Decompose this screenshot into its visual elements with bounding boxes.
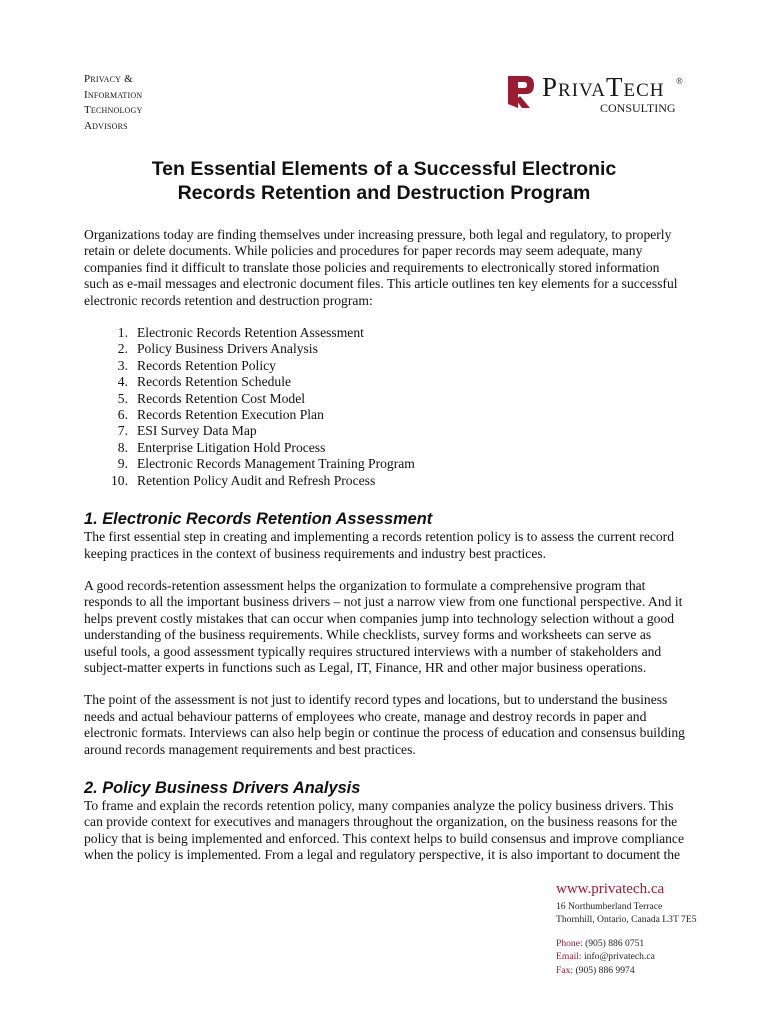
- address-line: Thornhill, Ontario, Canada L3T 7E5: [556, 914, 697, 926]
- list-item: [84, 341, 694, 357]
- list-number: 1.: [117, 325, 128, 341]
- list-number: 5.: [117, 390, 128, 406]
- list-item-text: Records Retention Schedule: [137, 374, 292, 390]
- privatech-logo: [504, 70, 704, 120]
- email-label: Email:: [556, 951, 582, 963]
- text-line: policy that is being implemented and enforced. This context helps to build consensus and improve compliance: [84, 830, 684, 846]
- org-line: Advisors: [84, 119, 128, 132]
- list-number: 10.: [111, 472, 128, 488]
- text-line: The first essential step in creating and implementing a records retention policy is to assess the current record: [84, 529, 675, 545]
- section-paragraph: [84, 798, 694, 864]
- list-item-text: Records Retention Execution Plan: [137, 407, 324, 423]
- list-item: [84, 440, 694, 456]
- website-link[interactable]: www.privatech.ca: [556, 881, 665, 897]
- phone-line: [556, 937, 697, 950]
- text-line: retain or delete documents. While policies and procedures for paper records may seem adequate, many: [84, 243, 643, 259]
- org-line: Information: [84, 88, 143, 101]
- list-item-text: Retention Policy Audit and Refresh Process: [137, 472, 376, 488]
- section-heading-drivers: 2. Policy Business Drivers Analysis: [84, 778, 361, 797]
- phone-number: (905) 886 0751: [585, 937, 645, 949]
- list-item: [84, 374, 694, 390]
- text-line: responds to all the important business drivers – not just a narrow view from one functional perspective. And it: [84, 594, 683, 610]
- list-item: [84, 423, 694, 439]
- list-item-text: Enterprise Litigation Hold Process: [137, 439, 326, 455]
- list-item-text: ESI Survey Data Map: [137, 423, 257, 439]
- elements-list: [84, 325, 694, 489]
- list-item-text: Electronic Records Retention Assessment: [137, 325, 364, 341]
- list-item: [84, 456, 694, 472]
- list-item-text: Policy Business Drivers Analysis: [137, 341, 318, 357]
- text-line: companies find it difficult to translate those policies and requirements to electronically stored information: [84, 259, 660, 275]
- fax-number: (905) 886 9974: [575, 964, 635, 976]
- registered-mark: ®: [676, 76, 683, 86]
- section-paragraph: [84, 692, 694, 758]
- text-line: A good records-retention assessment helps the organization to formulate a comprehensive program that: [84, 577, 646, 593]
- text-line: useful tools, a good assessment typically requires structured interviews with a number of stakeholders and: [84, 643, 662, 659]
- text-line: keeping practices in the context of business requirements and industry best practices.: [84, 545, 547, 561]
- logo-subtitle: CONSULTING: [600, 101, 676, 115]
- list-item-text: Records Retention Policy: [137, 357, 276, 373]
- fax-label: Fax:: [556, 964, 574, 976]
- document-title: [0, 157, 768, 205]
- section-paragraph: [84, 529, 694, 562]
- phone-label: Phone:: [556, 937, 583, 949]
- list-item-text: Electronic Records Management Training Program: [137, 456, 415, 472]
- list-number: 6.: [117, 407, 128, 423]
- list-number: 9.: [117, 456, 128, 472]
- list-number: 7.: [117, 423, 128, 439]
- text-line: subject-matter experts in functions such as Legal, IT, Finance, HR and other major business operations.: [84, 659, 647, 675]
- org-line: Privacy &: [84, 73, 133, 85]
- email-address[interactable]: info@privatech.ca: [583, 951, 655, 963]
- logo-mark-icon: [504, 74, 536, 110]
- list-number: 2.: [117, 341, 128, 357]
- list-number: 3.: [117, 357, 128, 373]
- address-line: 16 Northumberland Terrace: [556, 901, 663, 912]
- text-line: such as e-mail messages and electronic document files. This article outlines ten key elements for a successful: [84, 276, 678, 292]
- logo-wordmark: PrivaTech: [542, 72, 665, 102]
- organization-name: [84, 72, 143, 134]
- document-body: [84, 227, 694, 880]
- list-number: 8.: [117, 439, 128, 455]
- text-line: electronic formats. Interviews can also help begin or continue the process of education and consensus building: [84, 725, 685, 741]
- text-line: needs and actual behaviour patterns of employees who create, manage and destroy records in paper and: [84, 708, 647, 724]
- list-item: [84, 391, 694, 407]
- text-line: when the policy is implemented. From a legal and regulatory perspective, it is also important to document the: [84, 847, 681, 863]
- list-item: [84, 325, 694, 341]
- list-item-text: Records Retention Cost Model: [137, 390, 306, 406]
- text-line: electronic records retention and destruction program:: [84, 292, 373, 308]
- list-item: [84, 407, 694, 423]
- section-paragraph: [84, 578, 694, 676]
- list-item: [84, 473, 694, 489]
- list-item: [84, 358, 694, 374]
- text-line: can provide context for executives and managers throughout the organization, on the business reasons for the: [84, 814, 678, 830]
- text-line: To frame and explain the records retention policy, many companies analyze the policy business drivers. This: [84, 797, 674, 813]
- contact-footer: [556, 880, 697, 977]
- intro-paragraph: [84, 227, 694, 309]
- section-heading-assessment: 1. Electronic Records Retention Assessment: [84, 510, 433, 529]
- fax-line: [556, 964, 697, 977]
- text-line: around records management requirements and best practices.: [84, 741, 416, 757]
- text-line: helps prevent costly mistakes that can occur when companies jump into technology selection without a good: [84, 610, 675, 626]
- text-line: The point of the assessment is not just to identify record types and locations, but to understand the business: [84, 692, 668, 708]
- text-line: Organizations today are finding themselves under increasing pressure, both legal and regulatory, to properly: [84, 227, 672, 242]
- title-line: Records Retention and Destruction Program: [177, 182, 591, 204]
- email-line: [556, 950, 697, 963]
- list-number: 4.: [117, 374, 128, 390]
- org-line: Technology: [84, 104, 143, 116]
- title-line: Ten Essential Elements of a Successful Electronic: [151, 158, 617, 180]
- text-line: understanding of the business requirements. While checklists, survey forms and worksheets can serve as: [84, 627, 652, 643]
